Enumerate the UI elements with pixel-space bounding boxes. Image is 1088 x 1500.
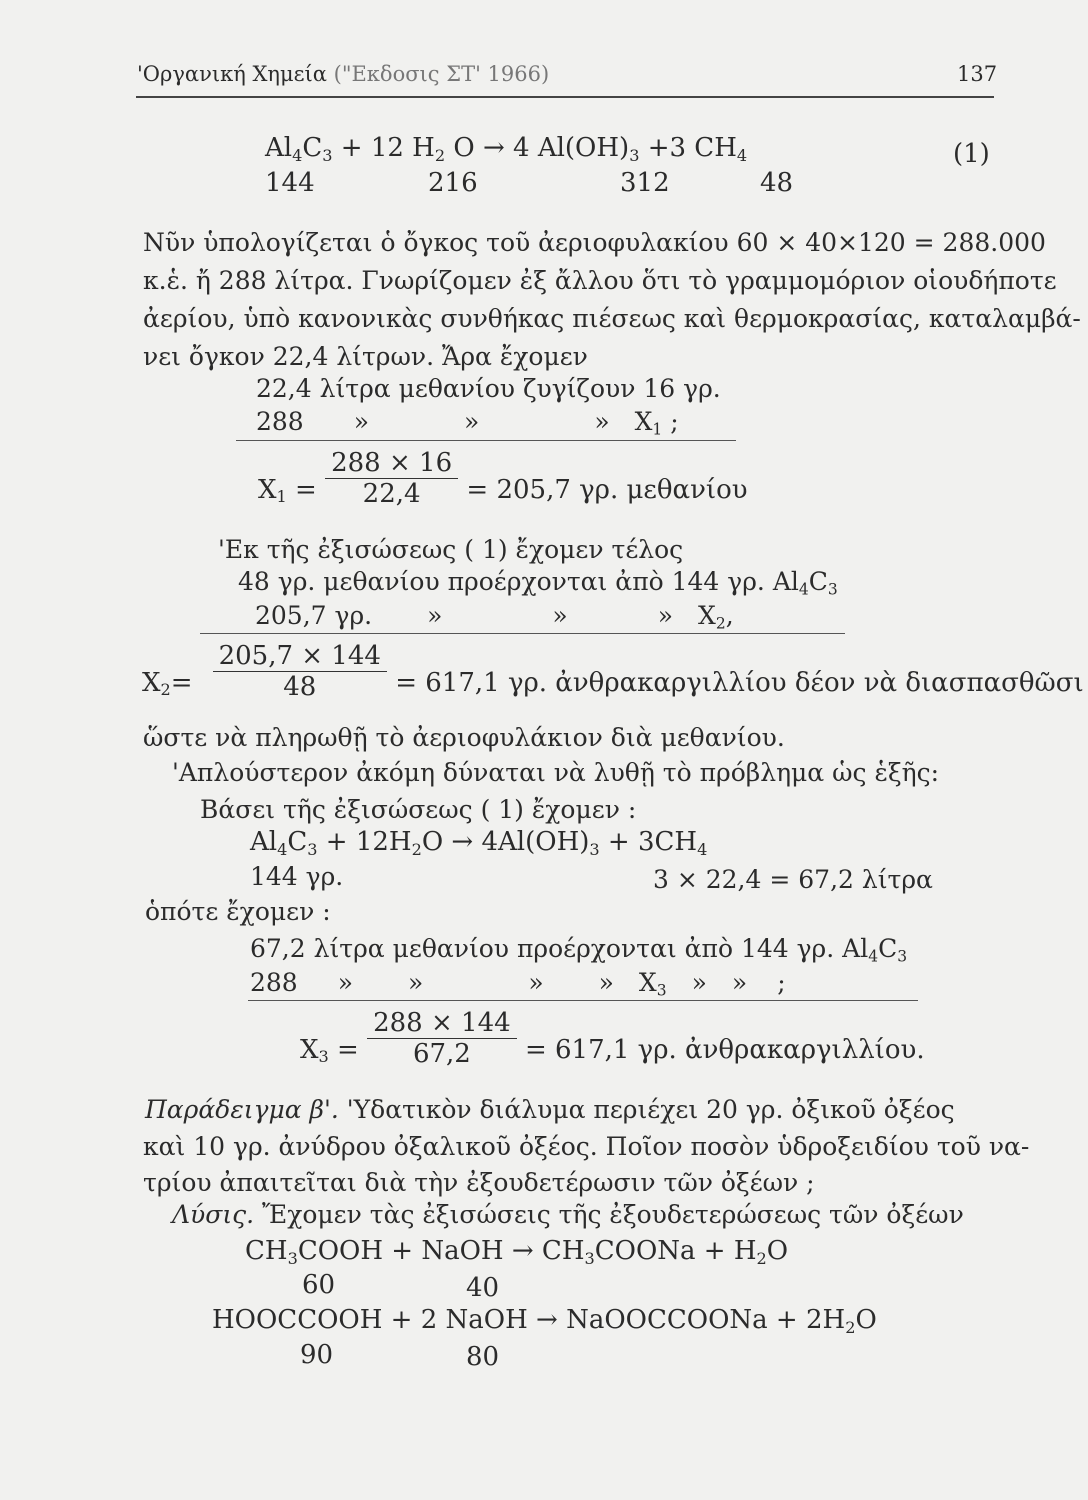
divider [236, 440, 736, 441]
mass-80: 80 [466, 1342, 500, 1372]
solution-line: Λύσις. Ἔχομεν τὰς ἐξισώσεις τῆς ἐξουδετερώσεως τῶν ὀξέων [172, 1200, 964, 1229]
example-label: Παράδειγμα β'. [145, 1095, 339, 1124]
proportion-line: 67,2 λίτρα μεθανίου προέρχονται ἀπὸ 144 γρ. $Al_4C_3$ [250, 934, 908, 966]
reaction-2: $Al_4C_3 + 12H_2O \to 4Al(OH)_3 + 3CH_4$ [250, 827, 708, 859]
arrow-icon: → [511, 1236, 534, 1266]
reaction-4: HOOCCOOH + 2 NaOH → NaOOCCOONa + $2H_2O$ [212, 1305, 877, 1337]
reaction-1: $Al_4C_3 + 12$ $H_2$ O → 4 $Al(OH)_3 +3$ $CH_4$ [265, 133, 748, 165]
paragraph-line: 'Απλούστερον ἀκόμη δύναται νὰ λυθῇ τὸ πρόβλημα ὡς ἑξῆς: [172, 758, 940, 787]
mass-48: 48 [760, 168, 794, 198]
divider [200, 633, 845, 634]
header-rule [136, 96, 994, 98]
edition-note: ("Εκδοσις ΣΤ' 1966) [333, 62, 550, 86]
mass-216: 216 [428, 168, 478, 198]
divider [248, 1000, 918, 1001]
proportion-line: 48 γρ. μεθανίου προέρχονται ἀπὸ 144 γρ. $Al_4C_3$ [238, 567, 838, 599]
paragraph-line: τρίου ἀπαιτεῖται διὰ τὴν ἐξουδετέρωσιν τῶν ὀξέων ; [143, 1168, 815, 1197]
paragraph-line: Βάσει τῆς ἐξισώσεως ( 1) ἔχομεν : [200, 795, 637, 824]
proportion-line: 288 » » » $X_1$ ; [256, 407, 679, 439]
arrow-icon: → [482, 133, 505, 163]
mass-144: 144 [265, 168, 315, 198]
paragraph-line: ἀερίου, ὑπὸ κανονικὰς συνθήκας πιέσεως καὶ θερμοκρασίας, καταλαμβά- [143, 304, 1081, 333]
paragraph-line: ὥστε νὰ πληρωθῇ τὸ ἀεριοφυλάκιον διὰ μεθανίου. [143, 723, 785, 752]
fraction-equation: $X_2=$ $\frac{205,7 \times 144}{48}$ = 617,1 γρ. ἀνθρακαργιλλίου δέον νὰ διασπασθῶσι [142, 641, 1084, 702]
arrow-icon: → [536, 1305, 558, 1335]
mass-40: 40 [466, 1273, 500, 1303]
proportion-line: 205,7 γρ. » » » $X_2$, [255, 601, 734, 633]
paragraph-line: 'Εκ τῆς ἐξισώσεως ( 1) ἔχομεν τέλος [218, 535, 684, 564]
arrow-icon: → [451, 827, 474, 857]
proportion-line: 22,4 λίτρα μεθανίου ζυγίζουν 16 γρ. [256, 374, 721, 403]
paragraph-line: Νῦν ὑπολογίζεται ὁ ὄγκος τοῦ ἀεριοφυλακίου 60 × 40×120 = 288.000 [143, 228, 1046, 257]
proportion-line: 288 » » » » $X_3$ » » ; [250, 968, 786, 1000]
reaction-3: $CH_3COOH$ + NaOH → $CH_3COONa + H_2O$ [245, 1236, 789, 1268]
solution-label: Λύσις. [172, 1200, 255, 1229]
paragraph-line: κ.ἑ. ἤ 288 λίτρα. Γνωρίζομεν ἐξ ἄλλου ὅτι τὸ γραμμομόριον οἱουδήποτε [143, 266, 1057, 295]
mass-90: 90 [300, 1340, 334, 1370]
equation-label: (1) [953, 139, 990, 169]
paragraph-line: ὁπότε ἔχομεν : [145, 897, 331, 926]
page-number: 137 [957, 62, 998, 86]
mass-312: 312 [620, 168, 670, 198]
example-line: Παράδειγμα β'. 'Υδατικὸν διάλυμα περιέχει 20 γρ. ὀξικοῦ ὀξέος [145, 1095, 955, 1124]
volume-calculation: 3 × 22,4 = 67,2 λίτρα [653, 865, 933, 894]
fraction-equation: $X_1$ = $\frac{288 \times 16}{22,4}$ = 205,7 γρ. μεθανίου [258, 448, 748, 509]
fraction-equation: $X_3$ = $\frac{288 \times 144}{67,2}$ = 617,1 γρ. ἀνθρακαργιλλίου. [300, 1008, 925, 1069]
running-title [137, 62, 549, 86]
paragraph-line: καὶ 10 γρ. ἀνύδρου ὀξαλικοῦ ὀξέος. Ποῖον ποσὸν ὑδροξειδίου τοῦ να- [143, 1132, 1030, 1161]
book-title: 'Οργανική Χημεία [137, 62, 327, 86]
mass-60: 60 [302, 1270, 336, 1300]
paragraph-line: νει ὄγκον 22,4 λίτρων. Ἄρα ἔχομεν [143, 342, 588, 371]
mass-label: 144 γρ. [250, 862, 344, 891]
